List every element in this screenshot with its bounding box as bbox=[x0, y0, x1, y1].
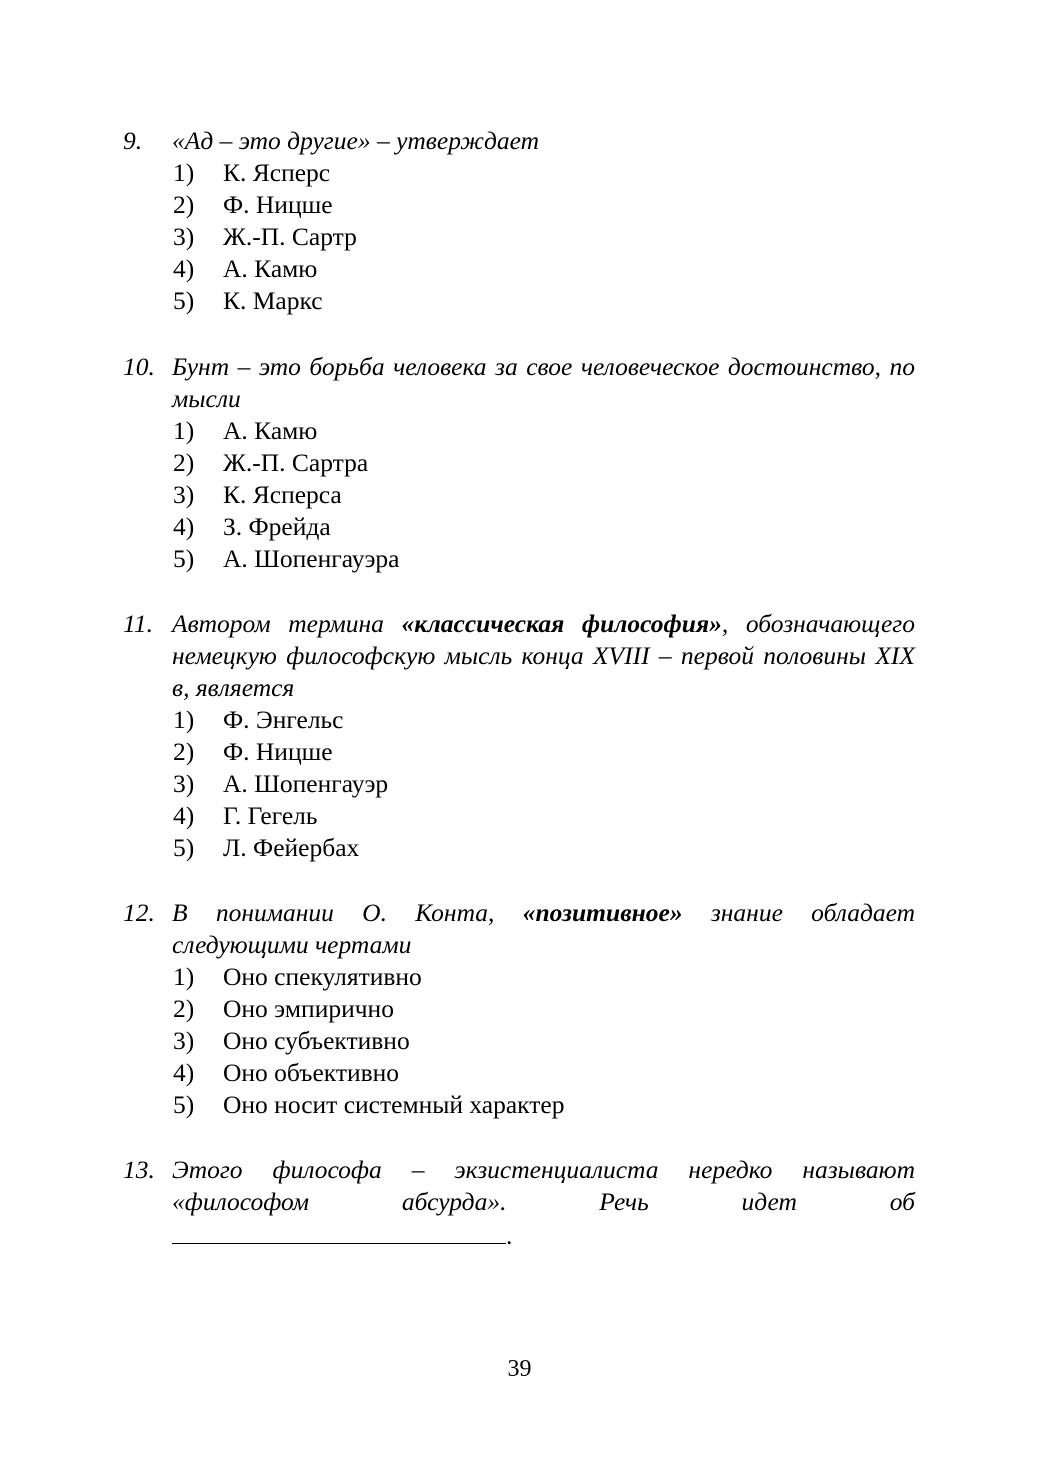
question-number: 10. bbox=[123, 352, 155, 381]
question-text-part: Бунт – это борьба человека за свое человеческое достоинство, по мысли bbox=[172, 352, 915, 413]
answer-options bbox=[123, 961, 915, 1121]
option-number: 5) bbox=[173, 544, 195, 573]
question-text bbox=[172, 898, 915, 959]
question-prompt bbox=[123, 1154, 915, 1218]
answer-option[interactable] bbox=[123, 1057, 915, 1089]
option-label: А. Камю bbox=[223, 416, 318, 445]
option-number: 4) bbox=[173, 801, 195, 830]
answer-options bbox=[123, 157, 915, 317]
answer-option[interactable] bbox=[123, 800, 915, 832]
option-label: Оно субъективно bbox=[223, 1026, 410, 1055]
option-label: Оно носит системный характер bbox=[223, 1090, 565, 1119]
answer-options bbox=[123, 704, 915, 864]
question-prompt bbox=[123, 125, 915, 157]
option-number: 3) bbox=[173, 1026, 195, 1055]
question-key-term: «позитивное» bbox=[522, 898, 683, 927]
answer-option[interactable] bbox=[123, 704, 915, 736]
answer-option[interactable] bbox=[123, 993, 915, 1025]
answer-option[interactable] bbox=[123, 447, 915, 479]
question-number: 12. bbox=[123, 898, 155, 927]
option-number: 2) bbox=[173, 190, 195, 219]
option-number: 1) bbox=[173, 962, 195, 991]
option-label: Г. Гегель bbox=[223, 801, 318, 830]
page-number: 39 bbox=[507, 1356, 532, 1382]
option-number: 2) bbox=[173, 994, 195, 1023]
answer-option[interactable] bbox=[123, 157, 915, 189]
option-number: 2) bbox=[173, 737, 195, 766]
question-text-part: Автором термина bbox=[172, 609, 402, 638]
question-prompt bbox=[123, 608, 915, 704]
answer-option[interactable] bbox=[123, 768, 915, 800]
answer-option[interactable] bbox=[123, 253, 915, 285]
question-prompt bbox=[123, 351, 915, 415]
question-text-part: знание обладает следующими чертами bbox=[172, 898, 915, 959]
option-label: Оно эмпирично bbox=[223, 994, 394, 1023]
question-text-part: «Ад – это другие» – утверждает bbox=[172, 126, 540, 155]
question-text-part: В понимании О. Конта, bbox=[172, 898, 523, 927]
option-label: Ф. Ницше bbox=[223, 190, 333, 219]
question-text bbox=[172, 352, 915, 413]
option-number: 4) bbox=[173, 1058, 195, 1087]
option-label: К. Ясперса bbox=[223, 480, 342, 509]
answer-option[interactable] bbox=[123, 961, 915, 993]
answer-option[interactable] bbox=[123, 543, 915, 575]
answer-option[interactable] bbox=[123, 285, 915, 317]
question-13 bbox=[123, 1154, 915, 1250]
answer-option[interactable] bbox=[123, 511, 915, 543]
question-text bbox=[172, 609, 915, 702]
answer-option[interactable] bbox=[123, 189, 915, 221]
question-12 bbox=[123, 897, 915, 1121]
option-number: 1) bbox=[173, 158, 195, 187]
option-number: 2) bbox=[173, 448, 195, 477]
answer-option[interactable] bbox=[123, 832, 915, 864]
question-number: 13. bbox=[123, 1155, 155, 1184]
question-10 bbox=[123, 351, 915, 575]
option-label: Ф. Ницше bbox=[223, 737, 333, 766]
answer-option[interactable] bbox=[123, 479, 915, 511]
option-number: 5) bbox=[173, 833, 195, 862]
answer-option[interactable] bbox=[123, 1025, 915, 1057]
option-label: Ж.-П. Сартр bbox=[223, 222, 357, 251]
question-number: 11. bbox=[123, 609, 153, 638]
option-number: 5) bbox=[173, 286, 195, 315]
option-number: 5) bbox=[173, 1090, 195, 1119]
option-label: Оно объективно bbox=[223, 1058, 400, 1087]
option-number: 3) bbox=[173, 769, 195, 798]
option-number: 1) bbox=[173, 705, 195, 734]
option-number: 4) bbox=[173, 512, 195, 541]
question-text-part: Этого философа – экзистенциалиста нередко называют «философом абсурда». Речь идет об bbox=[172, 1155, 915, 1216]
option-label: Ф. Энгельс bbox=[223, 705, 344, 734]
blank-period: . bbox=[506, 1221, 513, 1250]
answer-options bbox=[123, 415, 915, 575]
option-label: А. Шопенгауэра bbox=[223, 544, 400, 573]
option-number: 3) bbox=[173, 222, 195, 251]
question-key-term: «классическая философия» bbox=[401, 609, 722, 638]
answer-option[interactable] bbox=[123, 736, 915, 768]
answer-option[interactable] bbox=[123, 1089, 915, 1121]
option-label: А. Камю bbox=[223, 254, 318, 283]
option-label: З. Фрейда bbox=[223, 512, 331, 541]
question-9 bbox=[123, 125, 915, 317]
option-label: Л. Фейербах bbox=[223, 833, 360, 862]
option-label: Оно спекулятивно bbox=[223, 962, 422, 991]
question-text bbox=[172, 126, 539, 155]
answer-option[interactable] bbox=[123, 221, 915, 253]
option-number: 3) bbox=[173, 480, 195, 509]
question-text bbox=[172, 1155, 915, 1216]
answer-option[interactable] bbox=[123, 415, 915, 447]
option-label: К. Ясперс bbox=[223, 158, 331, 187]
option-number: 1) bbox=[173, 416, 195, 445]
question-11 bbox=[123, 608, 915, 864]
option-number: 4) bbox=[173, 254, 195, 283]
option-label: А. Шопенгауэр bbox=[223, 769, 389, 798]
option-label: Ж.-П. Сартра bbox=[223, 448, 369, 477]
answer-blank-line bbox=[123, 1218, 915, 1250]
question-text-part: , обозначающего немецкую философскую мысль конца XVIII – первой половины XIX в, является bbox=[172, 609, 915, 702]
option-label: К. Маркс bbox=[223, 286, 323, 315]
question-number: 9. bbox=[123, 126, 143, 155]
question-prompt bbox=[123, 897, 915, 961]
answer-blank[interactable] bbox=[172, 1218, 506, 1244]
